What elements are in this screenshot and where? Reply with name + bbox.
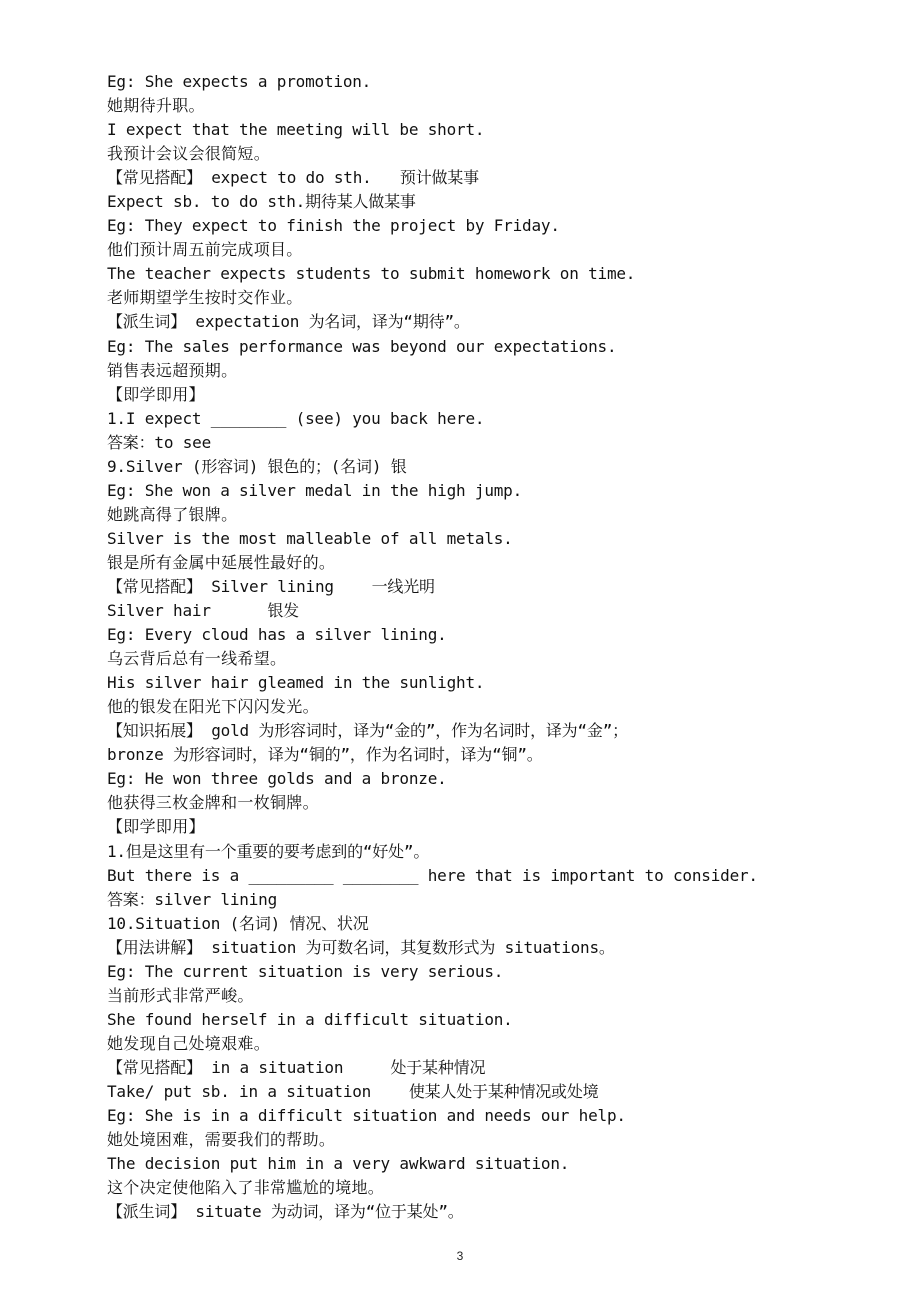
text-line: Eg: The sales performance was beyond our expectations. (107, 336, 617, 356)
text-line: She found herself in a difficult situation. (107, 1009, 513, 1029)
text-line: The teacher expects students to submit homework on time. (107, 264, 636, 284)
text-line: 他获得三枚金牌和一枚铜牌。 (107, 793, 319, 813)
text-line: 她期待升职。 (107, 96, 205, 116)
text-line: 他们预计周五前完成项目。 (107, 240, 303, 260)
text-line: Eg: Every cloud has a silver lining. (107, 625, 447, 645)
text-line: 【常见搭配】 Silver lining 一线光明 (107, 576, 435, 596)
text-line: bronze 为形容词时，译为“铜的”，作为名词时，译为“铜”。 (107, 745, 543, 765)
text-line: 【用法讲解】 situation 为可数名词，其复数形式为 situations。 (107, 937, 615, 957)
text-line: I expect that the meeting will be short. (107, 120, 485, 140)
text-line: Expect sb. to do sth.期待某人做某事 (107, 192, 416, 212)
text-line: Silver hair 银发 (107, 601, 299, 621)
text-line: 当前形式非常严峻。 (107, 985, 254, 1005)
text-line: 销售表远超预期。 (107, 360, 238, 380)
text-line: 这个决定使他陷入了非常尴尬的境地。 (107, 1178, 385, 1198)
text-line: 10.Situation (名词) 情况、状况 (107, 913, 369, 933)
text-line: 她处境困难，需要我们的帮助。 (107, 1130, 336, 1150)
text-line: 【常见搭配】 in a situation 处于某种情况 (107, 1057, 486, 1077)
text-line: Eg: She won a silver medal in the high jump. (107, 480, 523, 500)
page-number: 3 (456, 1249, 464, 1263)
text-line: Eg: They expect to finish the project by Friday. (107, 216, 560, 236)
text-line: 她跳高得了银牌。 (107, 504, 238, 524)
text-line: 【常见搭配】 expect to do sth. 预计做某事 (107, 168, 479, 188)
text-line: His silver hair gleamed in the sunlight. (107, 673, 485, 693)
text-line: 银是所有金属中延展性最好的。 (107, 552, 336, 572)
text-line: The decision put him in a very awkward situation. (107, 1154, 570, 1174)
text-line: Eg: She expects a promotion. (107, 72, 372, 91)
text-line: 她发现自己处境艰难。 (107, 1033, 271, 1053)
text-line: 我预计会议会很简短。 (107, 144, 271, 164)
text-line: 【派生词】 expectation 为名词，译为“期待”。 (107, 312, 470, 332)
text-line: Eg: He won three golds and a bronze. (107, 769, 447, 789)
text-line: 【即学即用】 (107, 384, 205, 404)
text-line: Eg: She is in a difficult situation and needs our help. (107, 1106, 626, 1126)
text-line: Eg: The current situation is very serious. (107, 961, 504, 981)
text-line: 老师期望学生按时交作业。 (107, 288, 303, 308)
text-line: 答案：silver lining (107, 889, 278, 909)
text-line: 他的银发在阳光下闪闪发光。 (107, 697, 319, 717)
text-line: 1.I expect ________ (see) you back here. (107, 408, 485, 428)
text-line: 9.Silver (形容词) 银色的；(名词) 银 (107, 456, 407, 476)
text-line: 答案：to see (107, 432, 211, 452)
text-line: 1.但是这里有一个重要的要考虑到的“好处”。 (107, 841, 430, 861)
document-body (107, 70, 827, 1224)
text-line: Silver is the most malleable of all metals. (107, 528, 513, 548)
text-line: 乌云背后总有一线希望。 (107, 649, 287, 669)
text-line: 【知识拓展】 gold 为形容词时，译为“金的”，作为名词时，译为“金”； (107, 721, 628, 741)
text-line: 【即学即用】 (107, 817, 205, 837)
text-line: 【派生词】 situate 为动词，译为“位于某处”。 (107, 1202, 464, 1222)
text-line: Take/ put sb. in a situation 使某人处于某种情况或处境 (107, 1081, 599, 1101)
text-line: But there is a _________ ________ here that is important to consider. (107, 865, 758, 885)
